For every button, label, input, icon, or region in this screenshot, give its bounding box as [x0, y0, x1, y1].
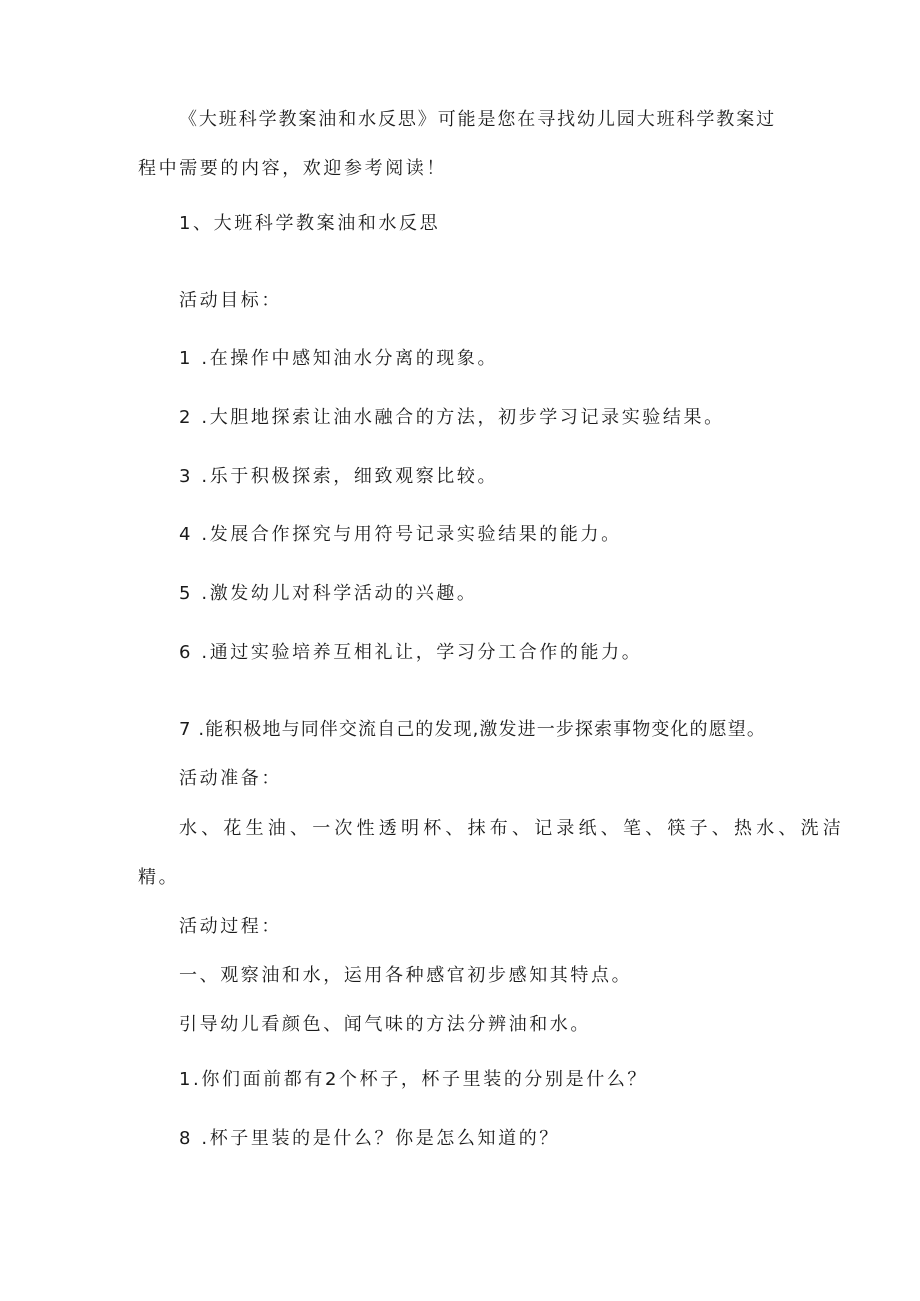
preparation-materials-line-2: 精。: [138, 867, 180, 888]
intro-text-line-2: 程中需要的内容，欢迎参考阅读！: [138, 158, 447, 179]
goal-item-1: 1 .在操作中感知油水分离的现象。: [179, 348, 499, 369]
goal-item-2: 2 .大胆地探索让油水融合的方法，初步学习记录实验结果。: [179, 407, 725, 428]
goal-item-5: 5 .激发幼儿对科学活动的兴趣。: [179, 583, 478, 604]
preparation-materials-line-1: 水、花生油、一次性透明杯、抹布、记录纸、笔、筷子、热水、洗洁: [179, 818, 845, 839]
section-title: 1、大班科学教案油和水反思: [179, 213, 441, 234]
goal-item-3: 3 .乐于积极探索，细致观察比较。: [179, 466, 499, 487]
preparation-heading: 活动准备：: [179, 768, 282, 789]
process-step-1: 一、观察油和水，运用各种感官初步感知其特点。: [179, 965, 633, 986]
goal-item-7: 7 .能积极地与同伴交流自己的发现,激发进一步探索事物变化的愿望。: [179, 719, 766, 740]
goal-item-6: 6 .通过实验培养互相礼让，学习分工合作的能力。: [179, 642, 643, 663]
goal-item-4: 4 .发展合作探究与用符号记录实验结果的能力。: [179, 524, 622, 545]
goals-heading: 活动目标：: [179, 290, 282, 311]
process-text: 引导幼儿看颜色、闻气味的方法分辨油和水。: [179, 1014, 591, 1035]
process-question-1: 1.你们面前都有2个杯子，杯子里装的分别是什么？: [179, 1069, 649, 1090]
intro-text-line-1: 《大班科学教案油和水反思》可能是您在寻找幼儿园大班科学教案过: [179, 109, 776, 130]
process-question-2: 8 .杯子里装的是什么？你是怎么知道的？: [179, 1128, 560, 1149]
process-heading: 活动过程：: [179, 916, 282, 937]
